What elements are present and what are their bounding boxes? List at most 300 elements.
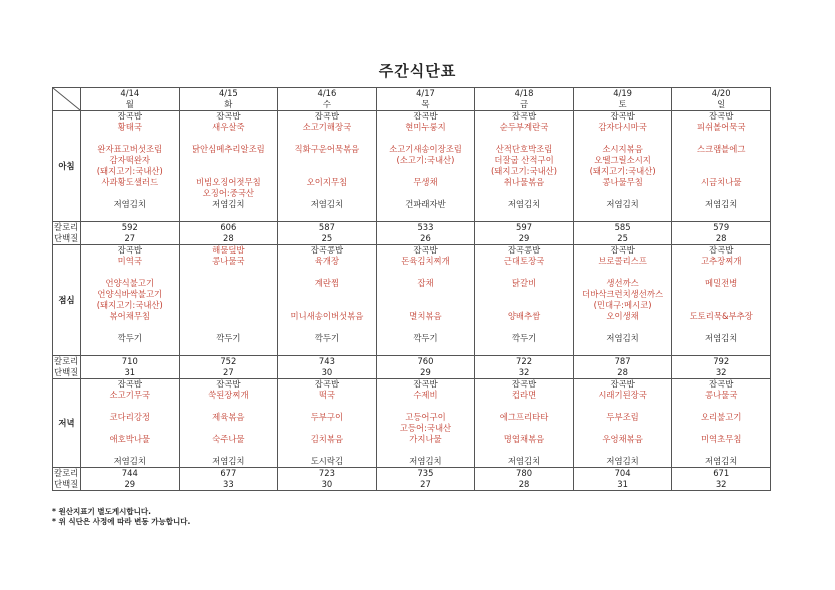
menu-item: 비빔오징어젓무침 — [195, 177, 261, 187]
protein-value: 27 — [420, 479, 431, 489]
day-of-week: 월 — [125, 99, 134, 109]
day-header-4 — [475, 88, 574, 111]
menu-item — [672, 401, 770, 412]
menu-item — [377, 133, 475, 144]
menu-item: 오징어:중국산 — [202, 188, 255, 198]
calorie-value: 787 — [614, 356, 631, 366]
menu-item: 계란찜 — [314, 278, 340, 288]
protein-value: 28 — [518, 479, 530, 489]
nutrition-cell — [81, 468, 180, 491]
day-date: 4/20 — [711, 88, 731, 98]
menu-item: 잡곡밥 — [610, 111, 635, 121]
day-date: 4/18 — [514, 88, 534, 98]
protein-value: 28 — [715, 233, 727, 243]
weekly-menu-table — [52, 87, 771, 491]
menu-item: 감자떡완자 — [109, 155, 150, 165]
nutrition-cell — [376, 356, 475, 379]
protein-value: 30 — [321, 479, 333, 489]
menu-item — [475, 423, 573, 434]
day-header-2 — [278, 88, 377, 111]
menu-item: 잡곡밥 — [511, 379, 537, 389]
nutrition-cell — [179, 222, 278, 245]
meal-label: 점심 — [53, 245, 81, 356]
nutrition-cell — [376, 222, 475, 245]
protein-value: 29 — [124, 479, 136, 489]
menu-item: 소고기해장국 — [302, 122, 352, 132]
menu-item — [377, 267, 475, 278]
menu-cell — [179, 379, 278, 468]
nutrition-cell — [573, 222, 672, 245]
menu-item: 도시락김 — [310, 456, 344, 466]
protein-value: 29 — [518, 233, 530, 243]
menu-item: 잡곡밥 — [610, 379, 635, 389]
menu-item — [180, 267, 278, 278]
nutrition-cell — [376, 468, 475, 491]
menu-item — [672, 267, 770, 278]
day-of-week: 목 — [421, 99, 430, 109]
menu-cell — [573, 245, 672, 356]
calorie-value: 597 — [516, 222, 533, 232]
menu-item — [81, 188, 179, 199]
menu-cell — [278, 111, 377, 222]
protein-value: 32 — [715, 479, 727, 489]
calorie-value: 710 — [121, 356, 138, 366]
menu-item — [672, 166, 770, 177]
menu-item: 순두부계란국 — [499, 122, 549, 132]
menu-item: 언양식바싹불고기 — [97, 289, 163, 299]
menu-item: 현미누룽지 — [405, 122, 446, 132]
menu-item: 소시지볶음 — [602, 144, 643, 154]
menu-item: 저염김치 — [606, 333, 639, 343]
menu-cell — [672, 111, 771, 222]
day-header-5 — [573, 88, 672, 111]
menu-item: 잡곡밥 — [610, 245, 635, 255]
menu-item: 오리불고기 — [700, 412, 742, 422]
menu-cell — [672, 379, 771, 468]
menu-item — [574, 401, 672, 412]
menu-item: 잡곡밥 — [413, 379, 438, 389]
calorie-value: 677 — [220, 468, 237, 478]
menu-item: 에그프리타타 — [499, 412, 549, 422]
menu-item: 명엽채볶음 — [503, 434, 545, 444]
menu-item — [180, 322, 278, 333]
menu-item — [81, 445, 179, 456]
menu-item — [180, 311, 278, 322]
menu-item: 저염김치 — [705, 456, 738, 466]
day-date: 4/15 — [218, 88, 238, 98]
menu-item — [180, 401, 278, 412]
menu-item: 더바삭크런치생선까스 — [582, 289, 664, 299]
menu-item: 잡곡콩밥 — [310, 245, 344, 255]
day-date: 4/14 — [120, 88, 140, 98]
menu-item: 잡곡밥 — [314, 111, 340, 121]
protein-value: 33 — [223, 479, 234, 489]
menu-item: 코다리강정 — [109, 412, 150, 422]
menu-item — [574, 423, 672, 434]
menu-item: 저염김치 — [212, 456, 245, 466]
menu-cell — [672, 245, 771, 356]
menu-item: 완자표고버섯조림 — [97, 144, 163, 154]
calorie-value: 606 — [220, 222, 237, 232]
menu-item — [377, 445, 475, 456]
menu-item: 미역국 — [117, 256, 142, 266]
menu-item: 잡곡밥 — [117, 245, 142, 255]
calorie-value: 792 — [713, 356, 730, 366]
menu-item: 저염김치 — [310, 199, 344, 209]
nutrition-cell — [573, 468, 672, 491]
menu-item: 저염김치 — [705, 333, 738, 343]
meal-label: 아침 — [53, 111, 81, 222]
calorie-label: 칼로리 — [54, 468, 79, 478]
menu-item — [377, 322, 475, 333]
nutrition-cell — [475, 356, 574, 379]
menu-item: 건파래자반 — [405, 199, 446, 209]
menu-item — [278, 322, 376, 333]
menu-item: 오이생채 — [606, 311, 639, 321]
protein-value: 25 — [321, 233, 333, 243]
menu-item: 직화구운어묵볶음 — [294, 144, 360, 154]
menu-item: 근대토장국 — [503, 256, 545, 266]
menu-item — [81, 267, 179, 278]
menu-item: 시금치나물 — [700, 177, 742, 187]
protein-label: 단백질 — [54, 367, 79, 377]
menu-item — [574, 322, 672, 333]
protein-label: 단백질 — [54, 233, 79, 243]
menu-item — [377, 188, 475, 199]
menu-item — [278, 445, 376, 456]
nutrition-label — [53, 468, 81, 491]
menu-item: 미니새송이버섯볶음 — [290, 311, 364, 321]
menu-item: 닭안심메추리알조림 — [191, 144, 265, 154]
menu-item: 애호박나물 — [109, 434, 150, 444]
menu-cell — [81, 379, 180, 468]
menu-item — [672, 322, 770, 333]
menu-cell — [376, 111, 475, 222]
nutrition-cell — [672, 468, 771, 491]
menu-item: 오뗄그릴소시지 — [594, 155, 651, 165]
protein-value: 28 — [617, 367, 628, 377]
nutrition-cell — [81, 356, 180, 379]
calorie-value: 760 — [417, 356, 434, 366]
nutrition-cell — [475, 222, 574, 245]
menu-item — [81, 322, 179, 333]
nutrition-cell — [672, 356, 771, 379]
menu-item: 황태국 — [117, 122, 142, 132]
protein-value: 29 — [420, 367, 431, 377]
menu-item: 감자다시마국 — [598, 122, 647, 132]
menu-item: 잡곡밥 — [709, 379, 734, 389]
menu-item: 제육볶음 — [212, 412, 245, 422]
menu-item: 콩나물무침 — [602, 177, 643, 187]
menu-item: 고등어구이 — [405, 412, 446, 422]
menu-item — [278, 289, 376, 300]
nutrition-cell — [278, 356, 377, 379]
menu-item: 숙주나물 — [212, 434, 245, 444]
menu-item: 잡곡밥 — [709, 245, 734, 255]
menu-item — [278, 155, 376, 166]
menu-item: 잡곡밥 — [117, 379, 142, 389]
menu-item: 김치볶음 — [310, 434, 344, 444]
menu-item — [278, 267, 376, 278]
menu-item: 소고기새송이장조림 — [389, 144, 462, 154]
nutrition-cell — [278, 222, 377, 245]
menu-item — [574, 188, 672, 199]
menu-item — [180, 166, 278, 177]
menu-item: 메밀전병 — [705, 278, 738, 288]
menu-item: 오이지무침 — [306, 177, 348, 187]
calorie-value: 744 — [121, 468, 138, 478]
menu-item — [672, 155, 770, 166]
protein-value: 31 — [124, 367, 136, 377]
menu-item: 깍두기 — [413, 333, 438, 343]
menu-item — [672, 289, 770, 300]
protein-value: 32 — [715, 367, 727, 377]
menu-item: 수제비 — [413, 390, 438, 400]
menu-item: 볶어채무침 — [109, 311, 150, 321]
menu-item: 닭갈비 — [511, 278, 537, 288]
nutrition-cell — [81, 222, 180, 245]
menu-item — [81, 423, 179, 434]
menu-item: 두부조림 — [606, 412, 639, 422]
menu-item: 저염김치 — [507, 456, 541, 466]
menu-item: 잡곡밥 — [216, 379, 241, 389]
menu-item — [180, 278, 278, 289]
protein-value: 27 — [223, 367, 234, 377]
nutrition-cell — [672, 222, 771, 245]
menu-item: 고추장찌개 — [700, 256, 742, 266]
menu-item — [672, 188, 770, 199]
menu-item: 저염김치 — [705, 199, 738, 209]
menu-item — [278, 300, 376, 311]
menu-item: (돼지고기:국내산) — [96, 300, 163, 310]
calorie-value: 780 — [516, 468, 533, 478]
calorie-value: 592 — [121, 222, 138, 232]
menu-item: 미역초무침 — [700, 434, 742, 444]
protein-value: 32 — [518, 367, 530, 377]
menu-cell — [179, 245, 278, 356]
menu-cell — [475, 111, 574, 222]
calorie-value: 704 — [614, 468, 631, 478]
menu-item: 저염김치 — [409, 456, 442, 466]
day-of-week: 화 — [224, 99, 233, 109]
menu-cell — [376, 245, 475, 356]
menu-item — [180, 423, 278, 434]
menu-item: 쑥된장찌개 — [208, 390, 249, 400]
menu-item — [278, 166, 376, 177]
menu-item: 콩나물국 — [212, 256, 245, 266]
menu-item: 콩나물국 — [705, 390, 738, 400]
protein-value: 31 — [617, 479, 628, 489]
menu-item — [278, 423, 376, 434]
menu-item: 잡채 — [417, 278, 434, 288]
menu-item: 잡곡밥 — [314, 379, 340, 389]
menu-cell — [179, 111, 278, 222]
header-corner-diagonal — [53, 88, 81, 111]
menu-item: 잡곡밥 — [216, 111, 241, 121]
nutrition-cell — [278, 468, 377, 491]
day-of-week: 일 — [717, 99, 726, 109]
menu-item — [475, 133, 573, 144]
menu-item — [574, 445, 672, 456]
day-of-week: 금 — [519, 99, 529, 109]
menu-item: 사과황도샐러드 — [101, 177, 159, 187]
menu-item: 가지나물 — [409, 434, 442, 444]
menu-item — [278, 133, 376, 144]
menu-item: 잡곡밥 — [413, 111, 438, 121]
day-header-3 — [376, 88, 475, 111]
menu-item: 잡곡밥 — [117, 111, 142, 121]
calorie-value: 743 — [318, 356, 335, 366]
menu-item — [475, 267, 573, 278]
nutrition-cell — [179, 468, 278, 491]
menu-item — [574, 133, 672, 144]
menu-item: 도토리묵&부추장 — [689, 311, 753, 321]
menu-item — [278, 401, 376, 412]
menu-item — [475, 289, 573, 300]
menu-cell — [475, 245, 574, 356]
nutrition-label — [53, 356, 81, 379]
menu-item — [475, 300, 573, 311]
protein-value: 26 — [420, 233, 431, 243]
protein-value: 27 — [124, 233, 136, 243]
menu-item: (민대구:메시코) — [593, 300, 652, 310]
menu-item — [81, 133, 179, 144]
calorie-value: 723 — [318, 468, 335, 478]
menu-item: 해물덮밥 — [212, 245, 245, 255]
menu-item: (소고기:국내산) — [396, 155, 455, 165]
menu-item — [672, 445, 770, 456]
menu-item: 언양식불고기 — [105, 278, 155, 288]
menu-item: 두부구이 — [310, 412, 344, 422]
menu-item — [81, 401, 179, 412]
menu-cell — [278, 379, 377, 468]
menu-item: 잡곡밥 — [413, 245, 438, 255]
day-header-1 — [179, 88, 278, 111]
nutrition-cell — [179, 356, 278, 379]
day-header-6 — [672, 88, 771, 111]
menu-item — [180, 445, 278, 456]
menu-cell — [278, 245, 377, 356]
calorie-value: 671 — [713, 468, 730, 478]
menu-item — [672, 300, 770, 311]
menu-item — [180, 155, 278, 166]
menu-cell — [81, 245, 180, 356]
calorie-label: 칼로리 — [54, 222, 79, 232]
nutrition-label — [53, 222, 81, 245]
nutrition-cell — [573, 356, 672, 379]
calorie-value: 585 — [614, 222, 631, 232]
menu-item: 브로콜리스프 — [598, 256, 647, 266]
menu-item: 스크램블에그 — [696, 144, 746, 154]
menu-item — [475, 401, 573, 412]
menu-cell — [573, 379, 672, 468]
menu-item — [180, 289, 278, 300]
menu-item: (돼지고기:국내산) — [491, 166, 558, 176]
footnotes — [52, 507, 190, 527]
menu-item: 멸치볶음 — [409, 311, 442, 321]
menu-item: 돈육김치찌개 — [401, 256, 450, 266]
menu-cell — [573, 111, 672, 222]
menu-item — [574, 267, 672, 278]
day-date: 4/16 — [317, 88, 337, 98]
calorie-label: 칼로리 — [54, 356, 79, 366]
menu-item — [278, 188, 376, 199]
menu-item: 생선까스 — [606, 278, 639, 288]
menu-item: 저염김치 — [606, 456, 639, 466]
menu-item — [475, 445, 573, 456]
nutrition-cell — [475, 468, 574, 491]
menu-item: 피쉬볼어묵국 — [696, 122, 746, 132]
menu-item: 무생채 — [413, 177, 438, 187]
menu-item: 육개장 — [314, 256, 340, 266]
menu-item — [180, 300, 278, 311]
menu-item — [672, 133, 770, 144]
menu-item: 깍두기 — [511, 333, 537, 343]
menu-item: 산적단호박조림 — [495, 144, 553, 154]
menu-item: 양배추쌈 — [507, 311, 541, 321]
menu-item: 깍두기 — [216, 333, 241, 343]
protein-value: 25 — [617, 233, 628, 243]
menu-item: (돼지고기:국내산) — [96, 166, 163, 176]
menu-item: 떡국 — [318, 390, 335, 400]
menu-cell — [81, 111, 180, 222]
menu-item: 컵라면 — [511, 390, 537, 400]
day-header-0 — [81, 88, 180, 111]
menu-item: 새우살죽 — [212, 122, 245, 132]
menu-item: 잡곡밥 — [511, 111, 537, 121]
menu-item: 저염김치 — [113, 456, 146, 466]
menu-item — [475, 188, 573, 199]
menu-item: 더잘굽 산적구이 — [494, 155, 554, 165]
menu-item: 시래기된장국 — [598, 390, 647, 400]
day-of-week: 수 — [322, 99, 331, 109]
menu-cell — [475, 379, 574, 468]
menu-item: 소고기무국 — [109, 390, 150, 400]
menu-item — [377, 401, 475, 412]
day-date: 4/19 — [613, 88, 632, 98]
menu-item: 취나물볶음 — [503, 177, 545, 187]
menu-item: 고등어:국내산 — [399, 423, 452, 433]
calorie-value: 722 — [516, 356, 533, 366]
menu-item: 저염김치 — [507, 199, 541, 209]
protein-value: 28 — [223, 233, 234, 243]
footnote-change: * 위 식단은 사정에 따라 변동 가능합니다. — [52, 517, 191, 526]
menu-item: 깍두기 — [314, 333, 340, 343]
menu-item: (돼지고기:국내산) — [589, 166, 656, 176]
meal-label: 저녁 — [53, 379, 81, 468]
menu-item: 깍두기 — [117, 333, 142, 343]
page-title: 주간식단표 — [378, 62, 457, 80]
footnote-origin: * 원산지표기 별도게시합니다. — [52, 507, 151, 516]
day-of-week: 토 — [618, 99, 627, 109]
calorie-value: 533 — [417, 222, 434, 232]
menu-item: 저염김치 — [212, 199, 245, 209]
menu-item — [475, 322, 573, 333]
calorie-value: 735 — [417, 468, 434, 478]
menu-cell — [376, 379, 475, 468]
calorie-value: 752 — [220, 356, 237, 366]
menu-item: 저염김치 — [606, 199, 639, 209]
menu-item: 우엉채볶음 — [602, 434, 643, 444]
menu-item: 저염김치 — [113, 199, 146, 209]
menu-item: 잡곡밥 — [709, 111, 734, 121]
day-date: 4/17 — [416, 88, 435, 98]
menu-item: 잡곡콩밥 — [507, 245, 541, 255]
menu-item — [377, 166, 475, 177]
menu-item — [377, 289, 475, 300]
menu-item — [377, 300, 475, 311]
protein-value: 30 — [321, 367, 333, 377]
